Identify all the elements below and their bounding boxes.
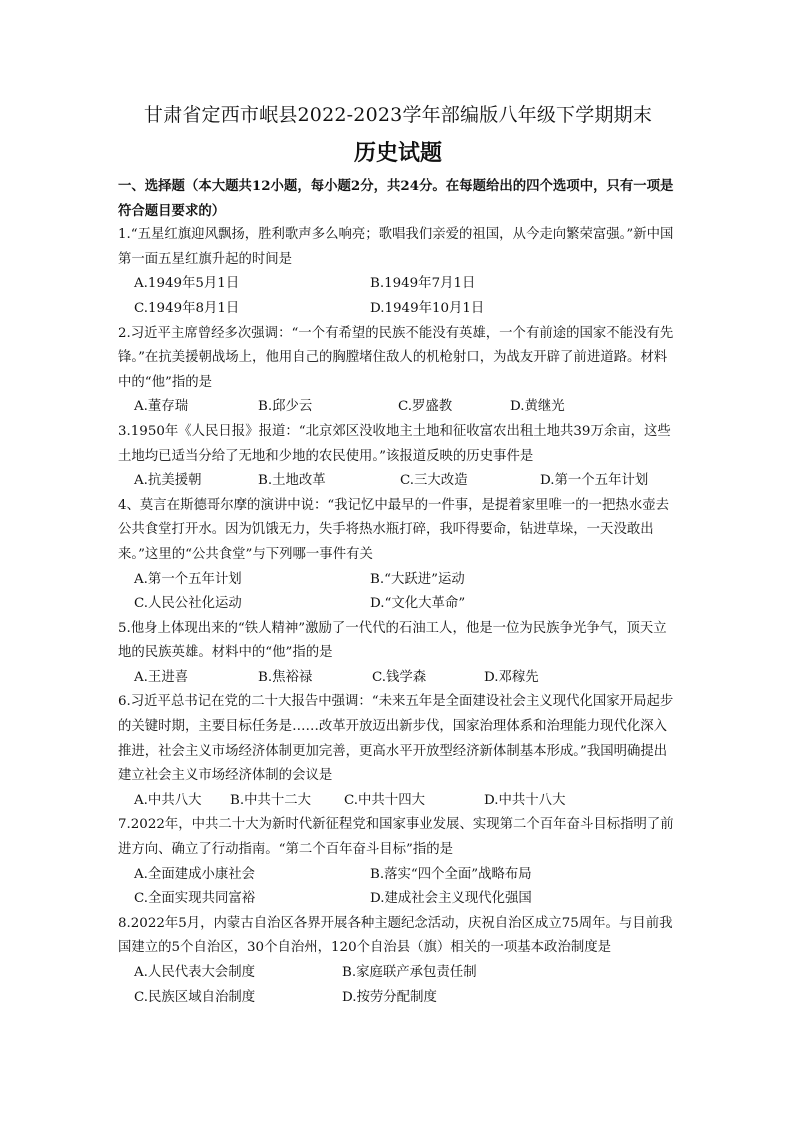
options-row — [118, 592, 678, 617]
exam-subtitle: 历史试题 — [353, 140, 442, 166]
option-a: A.全面建成小康社会 — [134, 866, 256, 882]
option-b: B.邱少云 — [258, 399, 313, 415]
options-row — [118, 297, 678, 322]
option-d: D.黄继光 — [510, 399, 565, 415]
exam-title: 甘肃省定西市岷县2022-2023学年部编版八年级下学期期末 — [143, 104, 653, 126]
section-heading: 一、选择题（本大题共12小题，每小题2分，共24分。在每题给出的四个选项中，只有一项是符合题目要求的） — [118, 178, 674, 219]
options-row — [118, 961, 678, 986]
question-stem: 4、莫言在斯德哥尔摩的演讲中说：“我记忆中最早的一件事，是提着家里唯一的一把热水壶去公共食堂打开水。因为饥饿无力，失手将热水瓶打碎，我吓得要命，钻进草垛，一天没敢出来。”这里的“公共食堂”与下列哪一事件有关 — [118, 497, 669, 562]
option-d: D.按劳分配制度 — [342, 989, 437, 1005]
option-d: D.邓稼先 — [484, 669, 539, 685]
question-2 — [118, 322, 678, 420]
option-b: B.焦裕禄 — [258, 669, 313, 685]
option-d: D.1949年10月1日 — [370, 300, 485, 316]
option-b: B.1949年7月1日 — [370, 276, 476, 292]
option-a: A.1949年5月1日 — [134, 276, 240, 292]
option-c: C.民族区域自治制度 — [134, 989, 256, 1005]
option-a: A.中共八大 — [134, 792, 202, 808]
option-a: A.人民代表大会制度 — [134, 965, 256, 980]
option-b: B.落实“四个全面”战略布局 — [370, 866, 532, 882]
options-row — [118, 272, 678, 297]
question-stem: 6.习近平总书记在党的二十大报告中强调：“未来五年是全面建设社会主义现代化国家开局起步的关键时期，主要目标任务是……改革开放迈出新步伐，国家治理体系和治理能力现代化深入推进，社会主义市场经济体制更加完善，更高水平开放型经济新体制基本形成。”我国明确提出建立社会主义市场经济体制的会议是 — [118, 694, 674, 784]
options-row — [118, 789, 678, 814]
option-d: D.“文化大革命” — [370, 596, 466, 612]
question-stem: 8.2022年5月，内蒙古自治区各界开展各种主题纪念活动，庆祝自治区成立75周年。与目前我国建立的5个自治区，30个自治州，120个自治县（旗）相关的一项基本政治制度是 — [118, 915, 673, 956]
option-b: B.家庭联产承包责任制 — [342, 965, 477, 980]
options-row — [118, 395, 678, 420]
exam-page — [118, 100, 678, 1010]
option-a: A.王进喜 — [134, 669, 189, 685]
question-5 — [118, 617, 678, 691]
question-6 — [118, 690, 678, 813]
option-a: A.董存瑞 — [134, 399, 189, 415]
option-a: A.第一个五年计划 — [134, 571, 242, 587]
option-c: C.罗盛教 — [398, 399, 453, 415]
question-8 — [118, 912, 678, 1010]
option-b: B.中共十二大 — [230, 792, 312, 808]
option-c: C.中共十四大 — [344, 792, 425, 808]
options-row — [118, 568, 678, 593]
options-row — [118, 863, 678, 888]
question-stem: 5.他身上体现出来的“铁人精神”激励了一代代的石油工人，他是一位为民族争光争气，顶天立地的民族英雄。材料中的“他”指的是 — [118, 620, 667, 661]
question-stem: 7.2022年，中共二十大为新时代新征程党和国家事业发展、实现第二个百年奋斗目标指明了前进方向、确立了行动指南。“第二个百年奋斗目标”指的是 — [118, 817, 674, 858]
option-b: B.土地改革 — [258, 473, 326, 489]
options-row — [118, 986, 678, 1011]
question-stem: 2.习近平主席曾经多次强调：“一个有希望的民族不能没有英雄，一个有前途的国家不能没有先锋。”在抗美援朝战场上，他用自己的胸膛堵住敌人的机枪射口，为战友开辟了前进道路。材料中的“他”指的是 — [118, 325, 674, 390]
option-c: C.人民公社化运动 — [134, 596, 242, 612]
question-1 — [118, 223, 678, 321]
options-row — [118, 887, 678, 912]
option-d: D.建成社会主义现代化强国 — [370, 891, 532, 907]
option-c: C.三大改造 — [400, 473, 468, 489]
question-stem: 3.1950年《人民日报》报道：“北京郊区没收地主土地和征收富农出租土地共39万余亩，这些土地均已适当分给了无地和少地的农民使用。”该报道反映的历史事件是 — [118, 423, 671, 464]
option-c: C.钱学森 — [372, 669, 427, 685]
option-b: B.“大跃进”运动 — [370, 571, 465, 587]
question-stem: 1.“五星红旗迎风飘扬，胜利歌声多么响亮；歌唱我们亲爱的祖国，从今走向繁荣富强。”新中国第一面五星红旗升起的时间是 — [118, 227, 674, 267]
option-d: D.第一个五年计划 — [540, 473, 649, 489]
options-row — [118, 666, 678, 691]
question-3 — [118, 420, 678, 494]
option-a: A.抗美援朝 — [134, 473, 202, 489]
option-c: C.1949年8月1日 — [134, 300, 240, 316]
options-row — [118, 469, 678, 494]
question-4 — [118, 494, 678, 617]
option-c: C.全面实现共同富裕 — [134, 891, 256, 907]
option-d: D.中共十八大 — [484, 792, 566, 808]
question-7 — [118, 813, 678, 911]
